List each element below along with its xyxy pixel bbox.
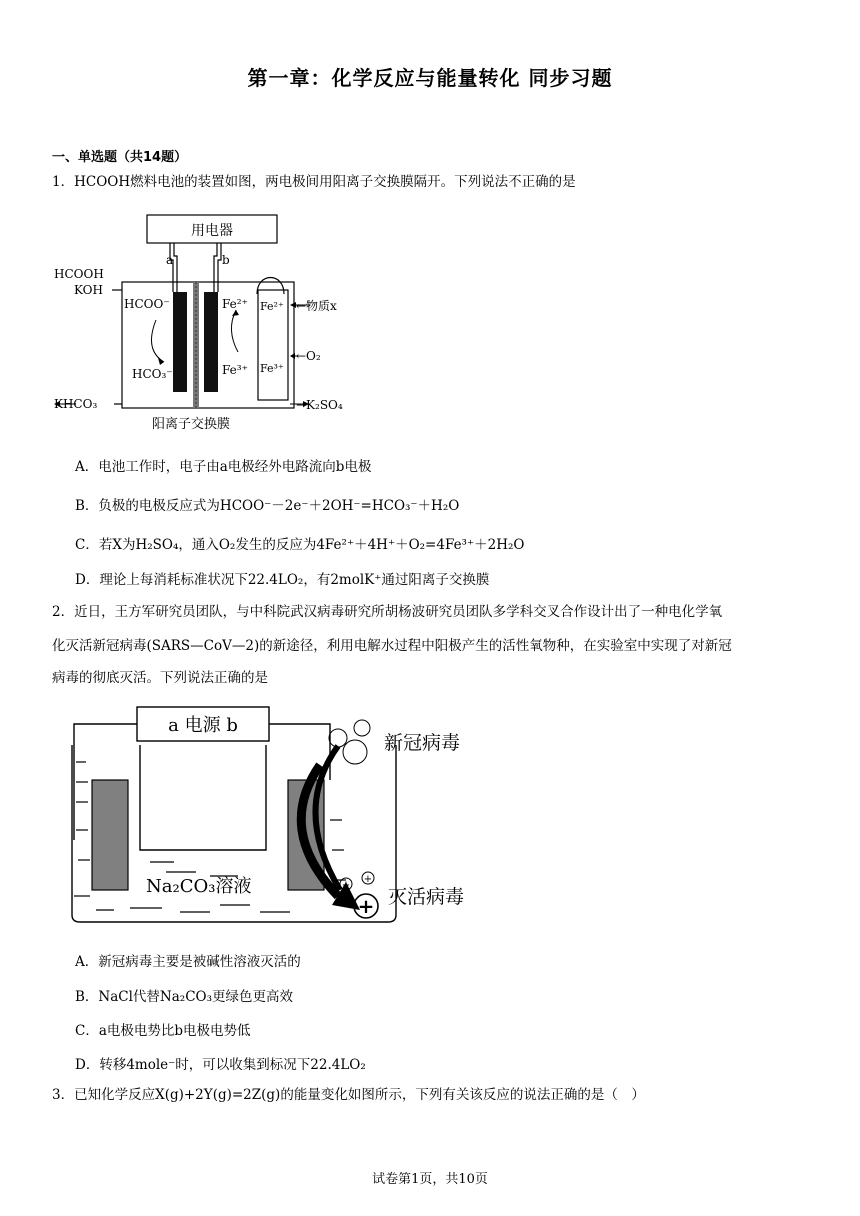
electrode-b-label: b: [222, 253, 230, 267]
q2-option-c[interactable]: C．a电极电势比b电极电势低: [75, 1023, 251, 1039]
svg-text:+: +: [341, 880, 351, 891]
q1-option-d[interactable]: D．理论上每消耗标准状况下22.4LO₂，有2molK⁺通过阳离子交换膜: [75, 572, 490, 588]
q1-fuel-cell-diagram: [52, 212, 362, 440]
q2-option-b[interactable]: B．NaCl代替Na₂CO₃更绿色更高效: [75, 989, 294, 1005]
inlet-o2: ←O₂: [296, 349, 321, 363]
device-label: 用电器: [191, 223, 233, 239]
svg-text:+: +: [357, 894, 375, 918]
inlet-hcooh: HCOOH: [54, 267, 104, 281]
outlet-k2so4: →K₂SO₄: [296, 398, 343, 412]
question-2-stem-line-1: 2．近日，王方军研究员团队，与中科院武汉病毒研究所胡杨波研究员团队多学科交叉合作设计出了一种电化学氧: [52, 604, 723, 620]
q2-option-a[interactable]: A．新冠病毒主要是被碱性溶液灭活的: [75, 954, 301, 970]
q1-option-a[interactable]: A．电池工作时，电子由a电极经外电路流向b电极: [75, 459, 372, 475]
anode-electrode: [173, 292, 187, 392]
page-footer: 试卷第1页，共10页: [372, 1172, 488, 1187]
outlet-khco3: KHCO₃: [54, 397, 98, 411]
electrode-a: [92, 780, 128, 890]
q1-option-c[interactable]: C．若X为H₂SO₄，通入O₂发生的反应为4Fe²⁺＋4H⁺＋O₂=4Fe³⁺＋2H₂O: [75, 537, 525, 553]
inactivated-virus-label: 灭活病毒: [388, 886, 465, 908]
q1-option-b[interactable]: B．负极的电极反应式为HCOO⁻－2e⁻＋2OH⁻=HCO₃⁻＋H₂O: [75, 498, 460, 514]
inlet-koh: KOH: [74, 283, 103, 297]
tube-fe2: Fe²⁺: [260, 300, 284, 313]
label-hcoo: HCOO⁻: [124, 297, 170, 311]
question-2-stem-line-3: 病毒的彻底灭活。下列说法正确的是: [52, 670, 268, 686]
solution-label: Na₂CO₃溶液: [146, 876, 252, 897]
power-source-label: a 电源 b: [168, 715, 238, 736]
label-fe2: Fe²⁺: [222, 297, 248, 311]
membrane-label: 阳离子交换膜: [152, 417, 231, 432]
inlet-substance-x: ←物质x: [296, 299, 337, 313]
virus-label: 新冠病毒: [384, 732, 461, 754]
svg-text:+: +: [363, 874, 373, 885]
page-title: 第一章：化学反应与能量转化 同步习题: [247, 66, 613, 90]
question-3-stem: 3．已知化学反应X(g)+2Y(g)=2Z(g)的能量变化如图所示，下列有关该反应的说法正确的是（ ）: [52, 1087, 645, 1103]
label-fe3: Fe³⁺: [222, 363, 248, 377]
question-2-stem-line-2: 化灭活新冠病毒(SARS—CoV—2)的新途径，利用电解水过程中阳极产生的活性氧物种，在实验室中实现了对新冠: [52, 638, 732, 654]
tube-fe3: Fe³⁺: [260, 362, 284, 375]
q2-electrolysis-diagram: [70, 700, 490, 930]
electrode-a-label: a: [166, 253, 174, 267]
cathode-electrode: [204, 292, 218, 392]
question-1-stem: 1．HCOOH燃料电池的装置如图，两电极间用阳离子交换膜隔开。下列说法不正确的是: [52, 174, 576, 190]
section-heading: 一、单选题（共14题）: [52, 150, 188, 165]
q2-option-d[interactable]: D．转移4mole⁻时，可以收集到标况下22.4LO₂: [75, 1057, 366, 1073]
label-hco3: HCO₃⁻: [132, 367, 173, 381]
